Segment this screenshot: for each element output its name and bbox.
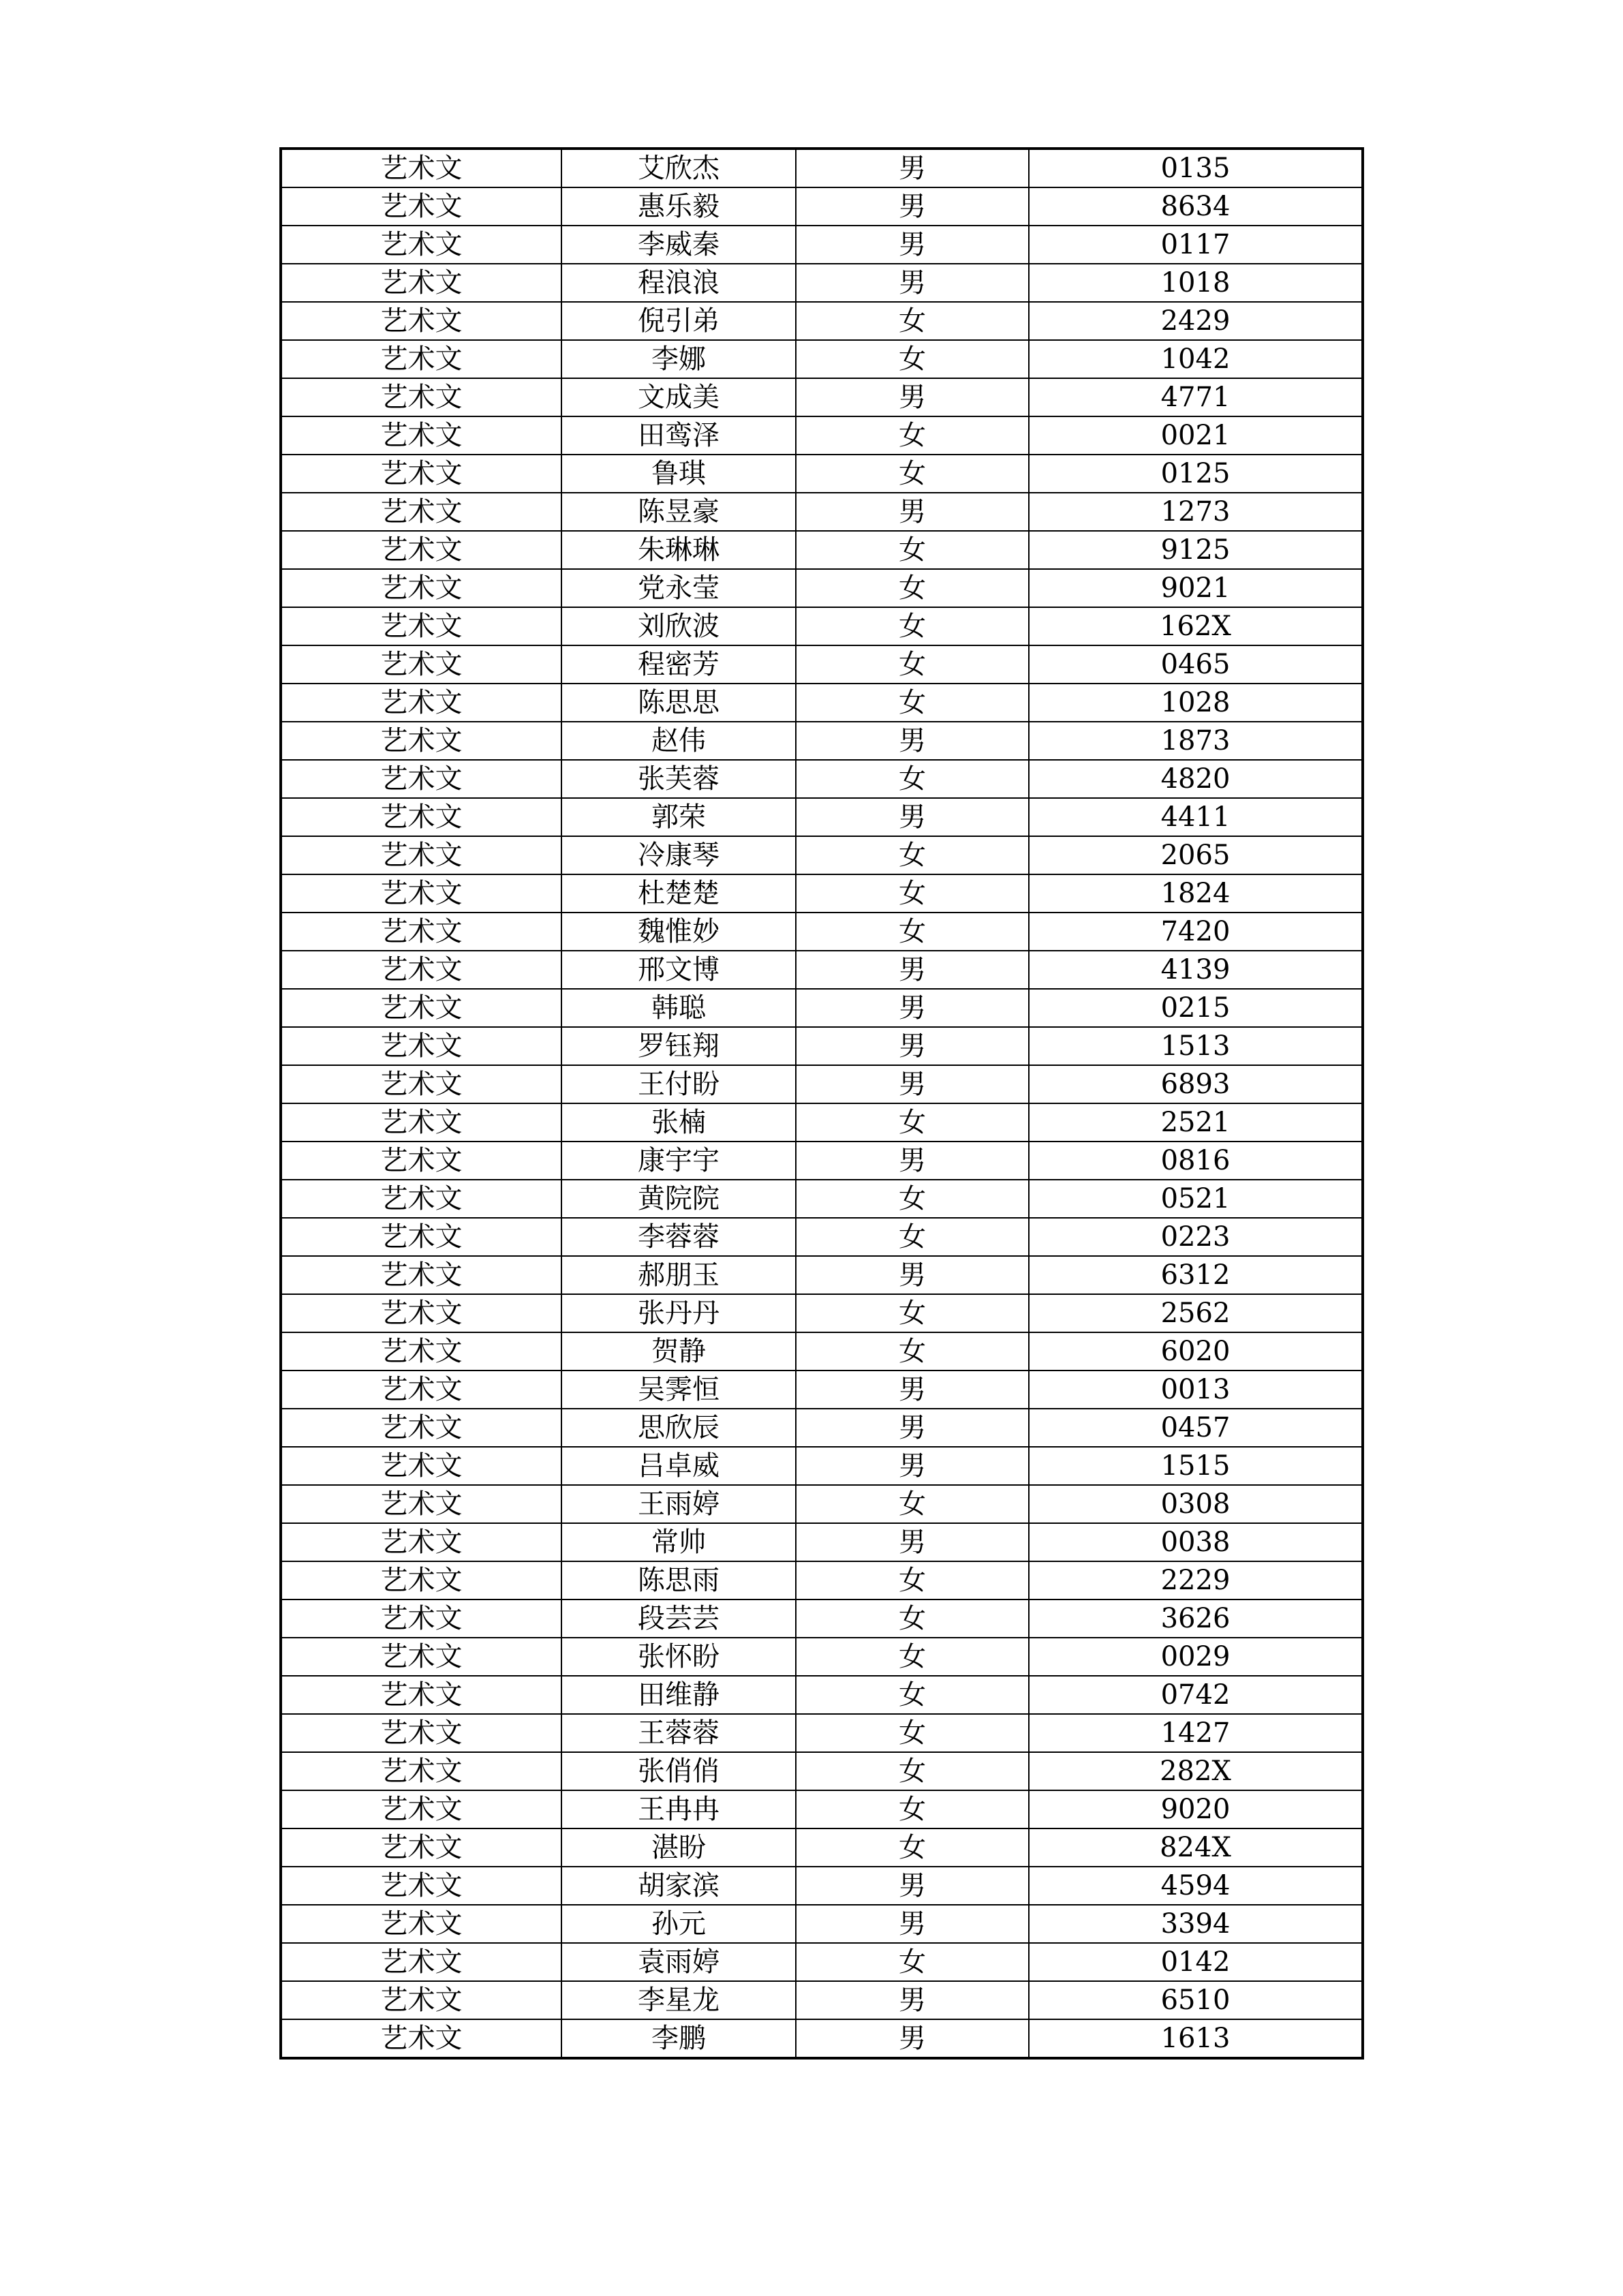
id-suffix-cell: 1427 [1029, 1714, 1363, 1752]
gender-cell: 女 [796, 684, 1029, 722]
category-cell: 艺术文 [281, 531, 561, 569]
id-suffix-cell: 0013 [1029, 1371, 1363, 1409]
gender-cell: 女 [796, 1828, 1029, 1867]
gender-cell: 男 [796, 1256, 1029, 1294]
table-row [281, 1523, 1363, 1561]
id-suffix-cell: 0125 [1029, 455, 1363, 493]
category-cell: 艺术文 [281, 1752, 561, 1790]
table-row [281, 1790, 1363, 1828]
name-cell: 康宇宇 [561, 1142, 796, 1180]
id-suffix-cell: 2229 [1029, 1561, 1363, 1599]
gender-cell: 女 [796, 416, 1029, 455]
id-suffix-cell: 4771 [1029, 378, 1363, 416]
name-cell: 罗钰翔 [561, 1027, 796, 1065]
id-suffix-cell: 1873 [1029, 722, 1363, 760]
gender-cell: 女 [796, 1714, 1029, 1752]
gender-cell: 男 [796, 951, 1029, 989]
gender-cell: 女 [796, 1332, 1029, 1371]
category-cell: 艺术文 [281, 684, 561, 722]
id-suffix-cell: 6510 [1029, 1981, 1363, 2019]
category-cell: 艺术文 [281, 1447, 561, 1485]
name-cell: 韩聪 [561, 989, 796, 1027]
category-cell: 艺术文 [281, 1790, 561, 1828]
category-cell: 艺术文 [281, 1103, 561, 1142]
category-cell: 艺术文 [281, 913, 561, 951]
name-cell: 倪引弟 [561, 302, 796, 340]
name-cell: 袁雨婷 [561, 1943, 796, 1981]
name-cell: 文成美 [561, 378, 796, 416]
table-row [281, 607, 1363, 645]
id-suffix-cell: 0215 [1029, 989, 1363, 1027]
id-suffix-cell: 1613 [1029, 2019, 1363, 2058]
category-cell: 艺术文 [281, 1676, 561, 1714]
gender-cell: 男 [796, 989, 1029, 1027]
name-cell: 思欣辰 [561, 1409, 796, 1447]
gender-cell: 男 [796, 1981, 1029, 2019]
category-cell: 艺术文 [281, 607, 561, 645]
table-row [281, 1485, 1363, 1523]
gender-cell: 女 [796, 1599, 1029, 1638]
id-suffix-cell: 4594 [1029, 1867, 1363, 1905]
table-row [281, 1142, 1363, 1180]
category-cell: 艺术文 [281, 1294, 561, 1332]
name-cell: 程密芳 [561, 645, 796, 684]
category-cell: 艺术文 [281, 187, 561, 226]
table-row [281, 951, 1363, 989]
name-cell: 陈思思 [561, 684, 796, 722]
name-cell: 李威秦 [561, 226, 796, 264]
table-row [281, 913, 1363, 951]
table-row [281, 1714, 1363, 1752]
gender-cell: 男 [796, 2019, 1029, 2058]
id-suffix-cell: 9021 [1029, 569, 1363, 607]
table-row [281, 1180, 1363, 1218]
gender-cell: 女 [796, 645, 1029, 684]
gender-cell: 男 [796, 1371, 1029, 1409]
table-row [281, 302, 1363, 340]
id-suffix-cell: 2521 [1029, 1103, 1363, 1142]
table-row [281, 1065, 1363, 1103]
id-suffix-cell: 0021 [1029, 416, 1363, 455]
category-cell: 艺术文 [281, 1409, 561, 1447]
table-row [281, 1905, 1363, 1943]
id-suffix-cell: 3626 [1029, 1599, 1363, 1638]
category-cell: 艺术文 [281, 1905, 561, 1943]
category-cell: 艺术文 [281, 340, 561, 378]
category-cell: 艺术文 [281, 493, 561, 531]
gender-cell: 女 [796, 760, 1029, 798]
id-suffix-cell: 6312 [1029, 1256, 1363, 1294]
category-cell: 艺术文 [281, 1371, 561, 1409]
table-row [281, 1027, 1363, 1065]
gender-cell: 女 [796, 569, 1029, 607]
table-row [281, 493, 1363, 531]
category-cell: 艺术文 [281, 1828, 561, 1867]
category-cell: 艺术文 [281, 645, 561, 684]
id-suffix-cell: 3394 [1029, 1905, 1363, 1943]
table-row [281, 798, 1363, 836]
table-row [281, 1294, 1363, 1332]
gender-cell: 男 [796, 1065, 1029, 1103]
name-cell: 胡家滨 [561, 1867, 796, 1905]
table-row [281, 1561, 1363, 1599]
gender-cell: 女 [796, 1294, 1029, 1332]
gender-cell: 男 [796, 1523, 1029, 1561]
table-row [281, 1103, 1363, 1142]
name-cell: 李蓉蓉 [561, 1218, 796, 1256]
id-suffix-cell: 1824 [1029, 874, 1363, 913]
name-cell: 田鸾泽 [561, 416, 796, 455]
name-cell: 冷康琴 [561, 836, 796, 874]
name-cell: 郝朋玉 [561, 1256, 796, 1294]
id-suffix-cell: 9020 [1029, 1790, 1363, 1828]
name-cell: 邢文博 [561, 951, 796, 989]
category-cell: 艺术文 [281, 1599, 561, 1638]
table-row [281, 1676, 1363, 1714]
gender-cell: 男 [796, 378, 1029, 416]
id-suffix-cell: 4820 [1029, 760, 1363, 798]
category-cell: 艺术文 [281, 378, 561, 416]
category-cell: 艺术文 [281, 416, 561, 455]
name-cell: 张楠 [561, 1103, 796, 1142]
table-row [281, 722, 1363, 760]
gender-cell: 女 [796, 1638, 1029, 1676]
name-cell: 艾欣杰 [561, 149, 796, 187]
category-cell: 艺术文 [281, 989, 561, 1027]
id-suffix-cell: 0457 [1029, 1409, 1363, 1447]
category-cell: 艺术文 [281, 302, 561, 340]
name-cell: 惠乐毅 [561, 187, 796, 226]
table-row [281, 836, 1363, 874]
gender-cell: 男 [796, 1905, 1029, 1943]
table-row [281, 264, 1363, 302]
gender-cell: 男 [796, 1142, 1029, 1180]
name-cell: 刘欣波 [561, 607, 796, 645]
name-cell: 杜楚楚 [561, 874, 796, 913]
id-suffix-cell: 1028 [1029, 684, 1363, 722]
name-cell: 李鹏 [561, 2019, 796, 2058]
gender-cell: 女 [796, 607, 1029, 645]
category-cell: 艺术文 [281, 1523, 561, 1561]
table-row [281, 149, 1363, 187]
id-suffix-cell: 4411 [1029, 798, 1363, 836]
name-cell: 田维静 [561, 1676, 796, 1714]
category-cell: 艺术文 [281, 760, 561, 798]
id-suffix-cell: 8634 [1029, 187, 1363, 226]
name-cell: 党永莹 [561, 569, 796, 607]
category-cell: 艺术文 [281, 2019, 561, 2058]
name-cell: 孙元 [561, 1905, 796, 1943]
id-suffix-cell: 0142 [1029, 1943, 1363, 1981]
category-cell: 艺术文 [281, 455, 561, 493]
table-row [281, 378, 1363, 416]
gender-cell: 女 [796, 1752, 1029, 1790]
name-cell: 鲁琪 [561, 455, 796, 493]
name-cell: 郭荣 [561, 798, 796, 836]
category-cell: 艺术文 [281, 569, 561, 607]
id-suffix-cell: 9125 [1029, 531, 1363, 569]
category-cell: 艺术文 [281, 264, 561, 302]
id-suffix-cell: 0029 [1029, 1638, 1363, 1676]
id-suffix-cell: 162X [1029, 607, 1363, 645]
gender-cell: 男 [796, 187, 1029, 226]
gender-cell: 女 [796, 340, 1029, 378]
gender-cell: 女 [796, 1485, 1029, 1523]
id-suffix-cell: 1018 [1029, 264, 1363, 302]
id-suffix-cell: 6893 [1029, 1065, 1363, 1103]
id-suffix-cell: 0308 [1029, 1485, 1363, 1523]
table-row [281, 1867, 1363, 1905]
name-cell: 魏惟妙 [561, 913, 796, 951]
table-row [281, 340, 1363, 378]
name-cell: 吴霁恒 [561, 1371, 796, 1409]
category-cell: 艺术文 [281, 1332, 561, 1371]
table-row [281, 989, 1363, 1027]
id-suffix-cell: 2562 [1029, 1294, 1363, 1332]
category-cell: 艺术文 [281, 722, 561, 760]
id-suffix-cell: 1513 [1029, 1027, 1363, 1065]
id-suffix-cell: 282X [1029, 1752, 1363, 1790]
id-suffix-cell: 0742 [1029, 1676, 1363, 1714]
gender-cell: 女 [796, 302, 1029, 340]
table-row [281, 1638, 1363, 1676]
table-row [281, 1752, 1363, 1790]
id-suffix-cell: 0465 [1029, 645, 1363, 684]
table-row [281, 1332, 1363, 1371]
category-cell: 艺术文 [281, 1256, 561, 1294]
category-cell: 艺术文 [281, 1561, 561, 1599]
name-cell: 李娜 [561, 340, 796, 378]
name-cell: 赵伟 [561, 722, 796, 760]
gender-cell: 男 [796, 1027, 1029, 1065]
category-cell: 艺术文 [281, 1943, 561, 1981]
id-suffix-cell: 0223 [1029, 1218, 1363, 1256]
table-row [281, 1447, 1363, 1485]
roster-table-body [281, 149, 1363, 2058]
id-suffix-cell: 0816 [1029, 1142, 1363, 1180]
name-cell: 王蓉蓉 [561, 1714, 796, 1752]
id-suffix-cell: 2065 [1029, 836, 1363, 874]
gender-cell: 男 [796, 1867, 1029, 1905]
name-cell: 张芙蓉 [561, 760, 796, 798]
category-cell: 艺术文 [281, 1638, 561, 1676]
category-cell: 艺术文 [281, 1065, 561, 1103]
gender-cell: 女 [796, 455, 1029, 493]
category-cell: 艺术文 [281, 1180, 561, 1218]
name-cell: 王雨婷 [561, 1485, 796, 1523]
table-row [281, 1371, 1363, 1409]
category-cell: 艺术文 [281, 1142, 561, 1180]
name-cell: 王付盼 [561, 1065, 796, 1103]
table-row [281, 455, 1363, 493]
category-cell: 艺术文 [281, 1485, 561, 1523]
id-suffix-cell: 0521 [1029, 1180, 1363, 1218]
gender-cell: 女 [796, 1943, 1029, 1981]
category-cell: 艺术文 [281, 798, 561, 836]
id-suffix-cell: 7420 [1029, 913, 1363, 951]
table-row [281, 1218, 1363, 1256]
table-row [281, 1943, 1363, 1981]
gender-cell: 女 [796, 913, 1029, 951]
id-suffix-cell: 0135 [1029, 149, 1363, 187]
table-row [281, 874, 1363, 913]
name-cell: 段芸芸 [561, 1599, 796, 1638]
table-row [281, 1599, 1363, 1638]
table-row [281, 684, 1363, 722]
gender-cell: 女 [796, 1561, 1029, 1599]
name-cell: 张俏俏 [561, 1752, 796, 1790]
name-cell: 李星龙 [561, 1981, 796, 2019]
id-suffix-cell: 6020 [1029, 1332, 1363, 1371]
table-row [281, 645, 1363, 684]
table-row [281, 226, 1363, 264]
gender-cell: 男 [796, 226, 1029, 264]
id-suffix-cell: 0038 [1029, 1523, 1363, 1561]
gender-cell: 男 [796, 493, 1029, 531]
name-cell: 王冉冉 [561, 1790, 796, 1828]
gender-cell: 男 [796, 722, 1029, 760]
gender-cell: 女 [796, 1790, 1029, 1828]
name-cell: 陈昱豪 [561, 493, 796, 531]
category-cell: 艺术文 [281, 874, 561, 913]
name-cell: 常帅 [561, 1523, 796, 1561]
id-suffix-cell: 1273 [1029, 493, 1363, 531]
name-cell: 吕卓威 [561, 1447, 796, 1485]
gender-cell: 女 [796, 1103, 1029, 1142]
table-row [281, 1828, 1363, 1867]
gender-cell: 女 [796, 1218, 1029, 1256]
gender-cell: 女 [796, 1180, 1029, 1218]
id-suffix-cell: 1515 [1029, 1447, 1363, 1485]
table-row [281, 187, 1363, 226]
gender-cell: 男 [796, 1447, 1029, 1485]
category-cell: 艺术文 [281, 1867, 561, 1905]
table-row [281, 1981, 1363, 2019]
name-cell: 贺静 [561, 1332, 796, 1371]
gender-cell: 女 [796, 531, 1029, 569]
category-cell: 艺术文 [281, 1027, 561, 1065]
name-cell: 黄院院 [561, 1180, 796, 1218]
category-cell: 艺术文 [281, 226, 561, 264]
table-row [281, 2019, 1363, 2058]
gender-cell: 女 [796, 836, 1029, 874]
table-row [281, 416, 1363, 455]
id-suffix-cell: 2429 [1029, 302, 1363, 340]
category-cell: 艺术文 [281, 1218, 561, 1256]
table-row [281, 1409, 1363, 1447]
category-cell: 艺术文 [281, 149, 561, 187]
category-cell: 艺术文 [281, 951, 561, 989]
gender-cell: 男 [796, 798, 1029, 836]
id-suffix-cell: 4139 [1029, 951, 1363, 989]
gender-cell: 男 [796, 1409, 1029, 1447]
category-cell: 艺术文 [281, 1981, 561, 2019]
gender-cell: 男 [796, 149, 1029, 187]
name-cell: 朱琳琳 [561, 531, 796, 569]
category-cell: 艺术文 [281, 836, 561, 874]
table-row [281, 1256, 1363, 1294]
student-roster-table [279, 147, 1364, 2060]
gender-cell: 女 [796, 1676, 1029, 1714]
gender-cell: 男 [796, 264, 1029, 302]
name-cell: 湛盼 [561, 1828, 796, 1867]
table-row [281, 760, 1363, 798]
id-suffix-cell: 824X [1029, 1828, 1363, 1867]
gender-cell: 女 [796, 874, 1029, 913]
table-row [281, 531, 1363, 569]
name-cell: 张丹丹 [561, 1294, 796, 1332]
name-cell: 陈思雨 [561, 1561, 796, 1599]
table-row [281, 569, 1363, 607]
category-cell: 艺术文 [281, 1714, 561, 1752]
name-cell: 程浪浪 [561, 264, 796, 302]
id-suffix-cell: 1042 [1029, 340, 1363, 378]
name-cell: 张怀盼 [561, 1638, 796, 1676]
id-suffix-cell: 0117 [1029, 226, 1363, 264]
